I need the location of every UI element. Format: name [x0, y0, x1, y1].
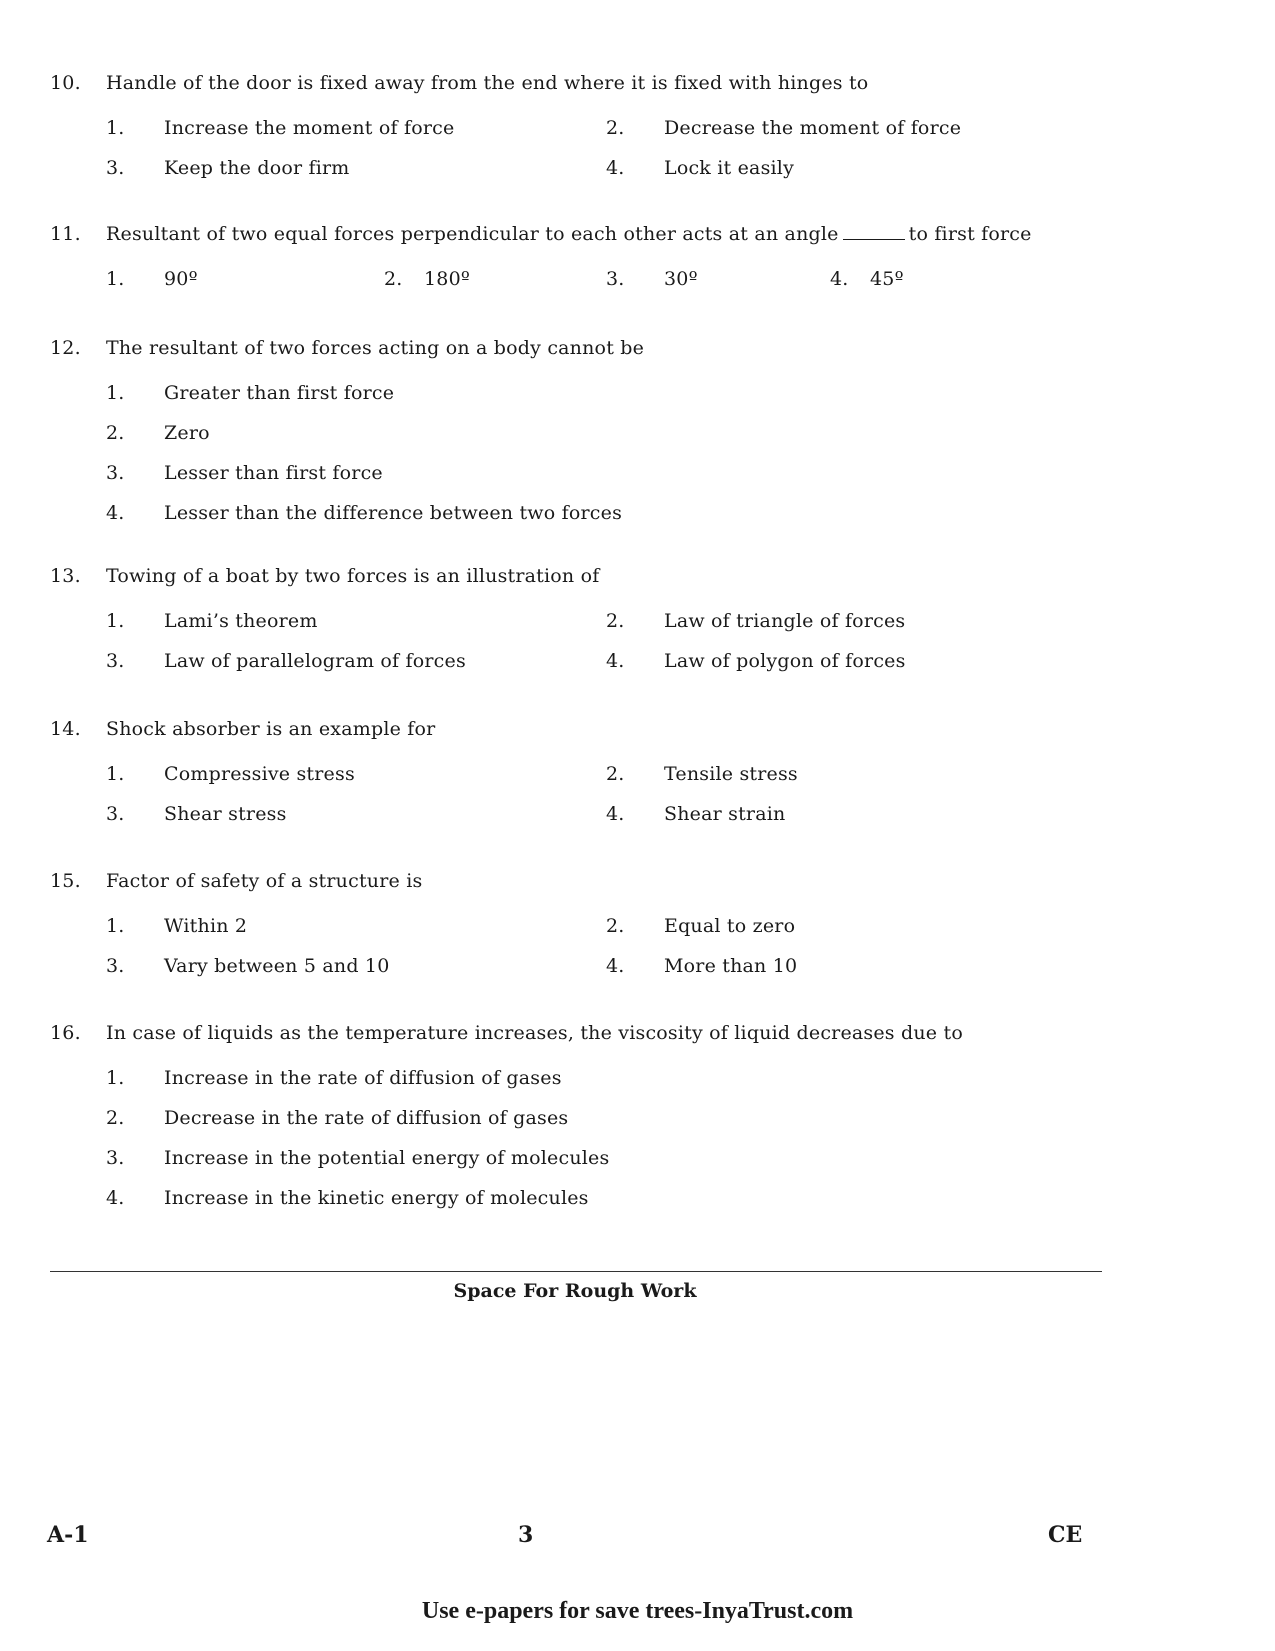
question-number: 14.	[50, 718, 81, 740]
question-12: 12. The resultant of two forces acting on a body cannot be 1. Greater than first force 2. Zero 3. Lesser than first force 4. Lesser than the difference between two forces	[50, 333, 1110, 533]
question-number: 15.	[50, 870, 81, 892]
question-text: Resultant of two equal forces perpendicular to each other acts at an angle to first force	[106, 223, 1032, 245]
question-number: 10.	[50, 72, 81, 94]
answer-blank	[843, 221, 905, 240]
question-10: 10. Handle of the door is fixed away from the end where it is fixed with hinges to 1. Increase the moment of force 2. Decrease the moment of force 3. Keep the door firm 4. Lock it easily	[50, 68, 1110, 188]
question-15: 15. Factor of safety of a structure is 1. Within 2 2. Equal to zero 3. Vary between 5 and 10 4. More than 10	[50, 866, 1110, 986]
source-credit: Use e-papers for save trees-InyaTrust.com	[421, 1598, 854, 1624]
question-number: 11.	[50, 223, 81, 245]
question-text: The resultant of two forces acting on a body cannot be	[106, 337, 645, 359]
question-14: 14. Shock absorber is an example for 1. Compressive stress 2. Tensile stress 3. Shear stress 4. Shear strain	[50, 714, 1110, 834]
question-number: 13.	[50, 565, 81, 587]
question-text: Handle of the door is fixed away from the end where it is fixed with hinges to	[106, 72, 869, 94]
paper-code: A-1	[47, 1522, 89, 1548]
question-text: Factor of safety of a structure is	[106, 870, 423, 892]
question-16: 16. In case of liquids as the temperature increases, the viscosity of liquid decreases due to 1. Increase in the rate of diffusion of gases 2. Decrease in the rate of diffusion of gases 3. Increase in the potential energy of molecules 4. Increase in the kinetic energy of molecules	[50, 1018, 1110, 1218]
rough-work-heading: Space For Rough Work	[453, 1280, 697, 1302]
question-13: 13. Towing of a boat by two forces is an illustration of 1. Lami’s theorem 2. Law of triangle of forces 3. Law of parallelogram of forces 4. Law of polygon of forces	[50, 561, 1110, 681]
subject-code: CE	[1048, 1522, 1083, 1548]
question-text: Towing of a boat by two forces is an illustration of	[106, 565, 600, 587]
question-text: In case of liquids as the temperature increases, the viscosity of liquid decreases due to	[106, 1022, 963, 1044]
question-number: 12.	[50, 337, 81, 359]
divider-line	[50, 1271, 1102, 1272]
question-11: 11. Resultant of two equal forces perpendicular to each other acts at an angle to first force 1. 90º 2. 180º 3. 30º 4. 45º	[50, 219, 1110, 299]
question-number: 16.	[50, 1022, 81, 1044]
page-number: 3	[518, 1522, 534, 1548]
question-text: Shock absorber is an example for	[106, 718, 436, 740]
